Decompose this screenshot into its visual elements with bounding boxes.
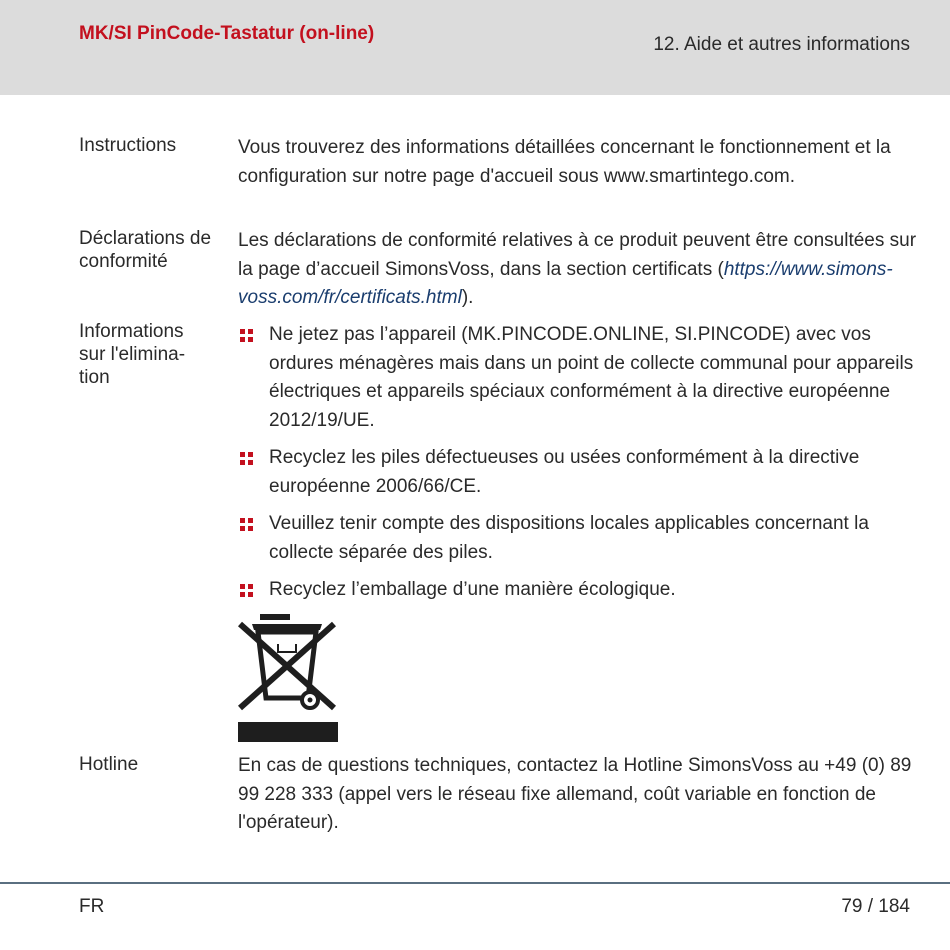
conformity-label: Déclarations de conformité [79,228,212,272]
list-item [238,321,918,435]
chapter-title: 12. Aide et autres informations [653,34,910,55]
bullet-text: Ne jetez pas l’appareil (MK.PINCODE.ONLINE, SI.PINCODE) avec vos ordures ménagères mais dans un point de collecte communal pour appareils électriques et appareils spéciaux conformément à la directive européenne 2012/19/UE. [269,324,914,431]
instructions-label: Instructions [79,135,177,156]
hotline-text: En cas de questions techniques, contactez la Hotline SimonsVoss au +49 (0) 89 99 228 333 (appel vers le réseau fixe allemand, coût variable en fonction de l'opérateur). [238,755,912,833]
certificates-link[interactable]: https://www.simons-voss.com/fr/certificats.html [238,258,893,308]
document-title: MK/SI PinCode-Tastatur (on-line) [79,23,375,44]
crossed-out-wheelie-bin-icon [238,612,338,744]
conformity-text [238,227,918,313]
bullet-icon [240,584,253,597]
list-item [238,510,918,567]
list-item [238,444,918,501]
conformity-text-after: ). [461,287,474,308]
bullet-icon [240,452,253,465]
disposal-bullet-list [238,321,918,605]
bullet-text: Veuillez tenir compte des dispositions locales applicables concernant la collecte séparée des piles. [269,513,869,563]
instructions-text: Vous trouverez des informations détaillées concernant le fonctionnement et la configuration sur notre page d'accueil sous www.smartintego.com. [238,137,891,187]
footer-divider [0,882,950,884]
bullet-text: Recyclez l’emballage d’une manière écologique. [269,579,676,600]
bullet-icon [240,518,253,531]
disposal-content [238,321,918,614]
page-number: 79 / 184 [841,896,910,917]
hotline-label: Hotline [79,754,139,775]
list-item [238,576,918,605]
disposal-label: Informations sur l'elimina-tion [79,321,186,388]
bullet-icon [240,329,253,342]
bullet-text: Recyclez les piles défectueuses ou usées conformément à la directive européenne 2006/66/CE. [269,447,860,497]
page-header [0,0,950,95]
footer-language: FR [79,896,105,917]
conformity-text-before: Les déclarations de conformité relatives à ce produit peuvent être consultées sur la page d’accueil SimonsVoss, dans la section certificats ( [238,230,917,280]
